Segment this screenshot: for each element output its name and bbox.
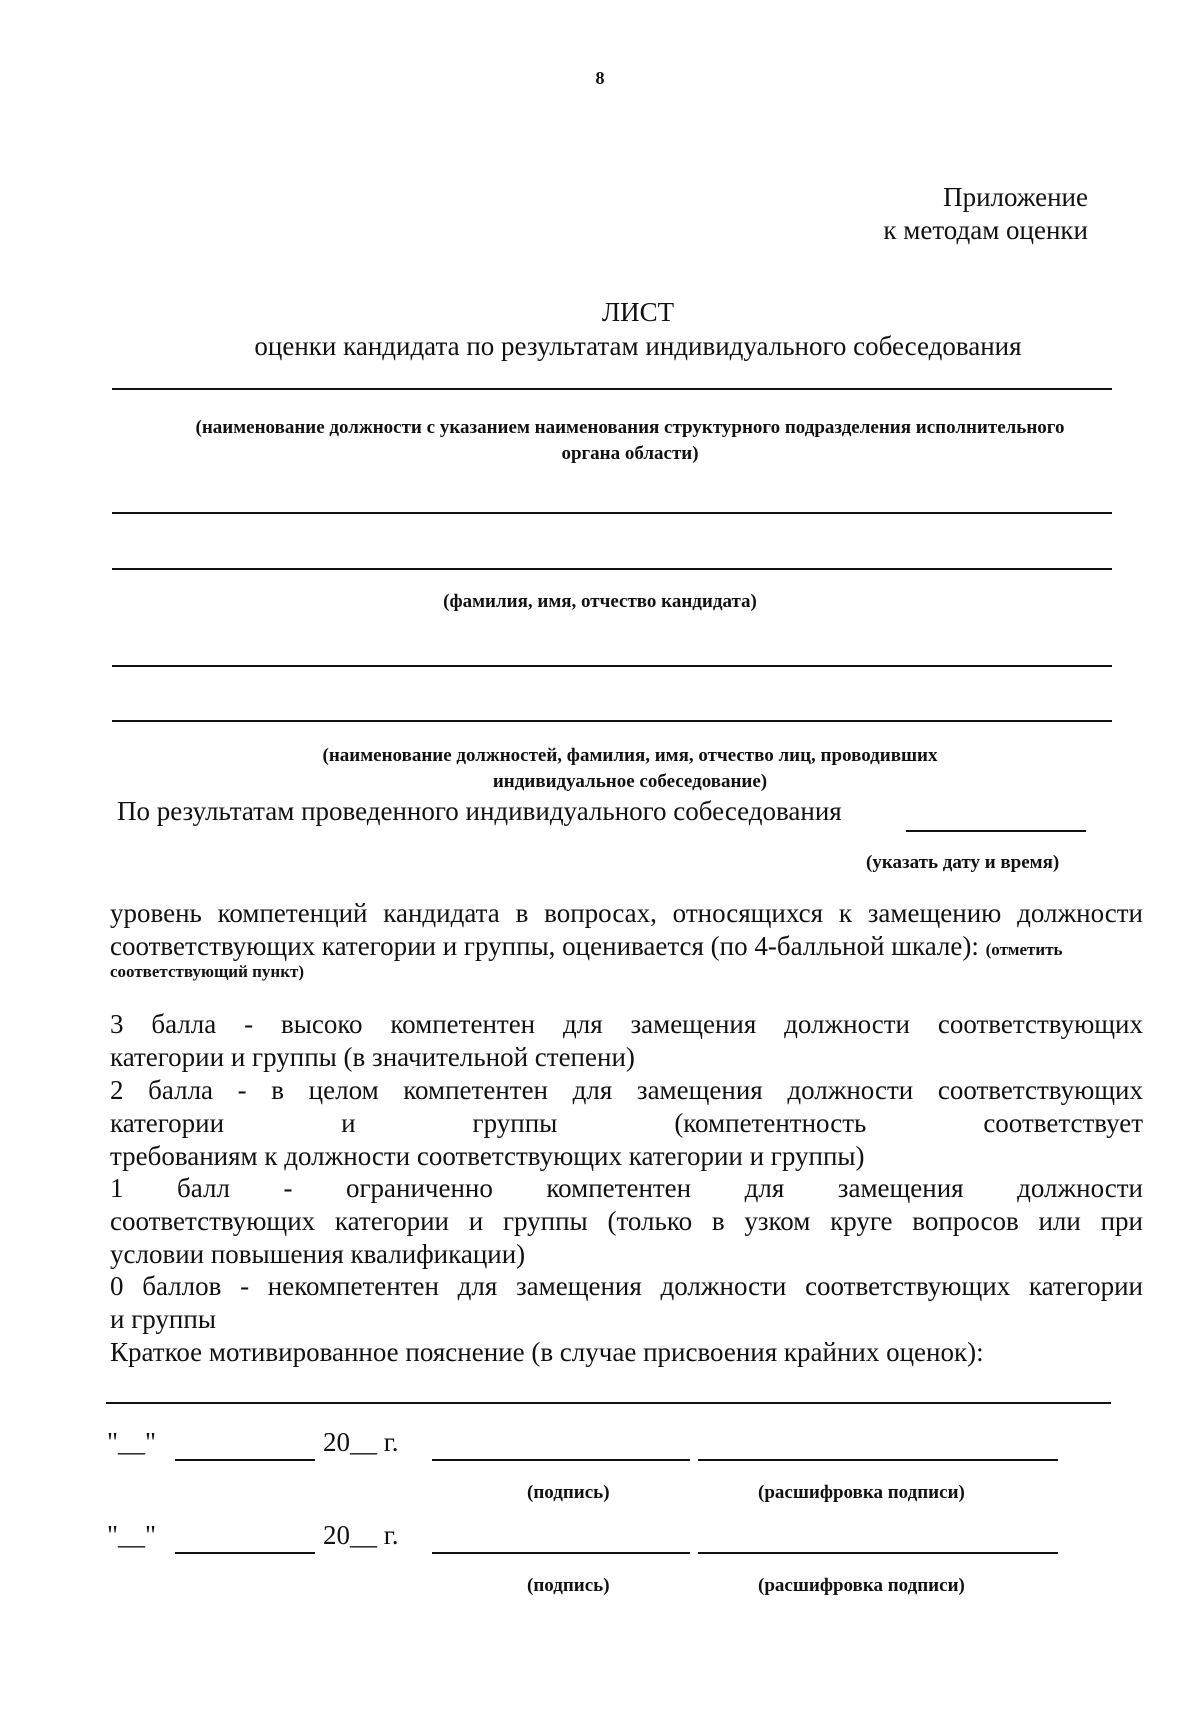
decoding-label-2: (расшифровка подписи) [758, 1575, 965, 1596]
explanation-fill-line[interactable] [106, 1402, 1111, 1404]
signature-line-2[interactable] [432, 1552, 690, 1554]
score-0-line-2: и группы [110, 1304, 216, 1334]
signature-year-prefix-1: 20 [323, 1427, 350, 1457]
assessment-line-2-text: соответствующих категории и группы, оценивается (по 4-балльной шкале): [110, 931, 979, 961]
appendix-line-2: к методам оценки [883, 215, 1088, 245]
signature-year-suffix-1: г. [383, 1427, 399, 1457]
assessment-line-2 [110, 930, 1063, 966]
assessment-note-part-1: (отметить [985, 940, 1063, 959]
signature-date-line-1[interactable] [175, 1459, 315, 1461]
score-3-line-1[interactable]: 3 балла - высоко компетентен для замещения должности соответствующих [110, 1009, 1143, 1039]
document-subtitle: оценки кандидата по результатам индивидуального собеседования [254, 331, 1022, 361]
decoding-label-1: (расшифровка подписи) [758, 1482, 965, 1503]
explanation-label: Краткое мотивированное пояснение (в случае присвоения крайних оценок): [110, 1337, 984, 1367]
interviewers-fill-line-1[interactable] [112, 665, 1112, 667]
interviewers-fill-line-2[interactable] [112, 720, 1112, 722]
signature-year-2: 20__ г. [323, 1520, 399, 1550]
signature-year-1: 20__ г. [323, 1427, 399, 1457]
document-title: ЛИСТ [601, 297, 675, 327]
score-2-line-3: требованиям к должности соответствующих категории и группы) [110, 1141, 865, 1171]
date-fill-line[interactable] [906, 830, 1086, 832]
position-caption-line-2: органа области) [561, 443, 699, 464]
date-time-caption: (указать дату и время) [866, 852, 1060, 873]
signature-year-prefix-2: 20 [323, 1520, 350, 1550]
position-fill-line[interactable] [112, 388, 1112, 390]
score-1-line-1[interactable]: 1 балл - ограниченно компетентен для замещения должности [110, 1173, 1143, 1203]
signature-label-2: (подпись) [527, 1575, 610, 1596]
candidate-fill-line-2[interactable] [112, 568, 1112, 570]
interviewers-caption-line-1: (наименование должностей, фамилия, имя, отчество лиц, проводивших [322, 745, 938, 766]
signature-decoding-line-1[interactable] [698, 1459, 1058, 1461]
score-3-line-2: категории и группы (в значительной степени) [110, 1042, 635, 1072]
score-1-line-2: соответствующих категории и группы (только в узком круге вопросов или при [110, 1206, 1143, 1236]
result-sentence: По результатам проведенного индивидуального собеседования [117, 796, 842, 826]
appendix-line-1: Приложение [943, 182, 1088, 212]
score-2-line-1[interactable]: 2 балла - в целом компетентен для замещения должности соответствующих [110, 1075, 1143, 1105]
signature-year-suffix-2: г. [383, 1520, 399, 1550]
signature-label-1: (подпись) [527, 1482, 610, 1503]
score-1-line-3: условии повышения квалификации) [110, 1239, 526, 1269]
assessment-note-part-2: соответствующий пункт) [110, 962, 305, 981]
candidate-fill-line-1[interactable] [112, 512, 1112, 514]
page-number: 8 [595, 68, 605, 88]
interviewers-caption-line-2: индивидуальное собеседование) [492, 771, 768, 792]
assessment-line-1: уровень компетенций кандидата в вопросах, относящихся к замещению должности [110, 898, 1143, 928]
candidate-caption: (фамилия, имя, отчество кандидата) [443, 591, 757, 612]
position-caption-line-1: (наименование должности с указанием наименования структурного подразделения исполнительного [195, 417, 1065, 438]
signature-line-1[interactable] [432, 1459, 690, 1461]
signature-date-quote-1: "__" [107, 1427, 157, 1457]
signature-decoding-line-2[interactable] [698, 1552, 1058, 1554]
signature-date-line-2[interactable] [175, 1552, 315, 1554]
score-0-line-1[interactable]: 0 баллов - некомпетентен для замещения должности соответствующих категории [110, 1271, 1143, 1301]
signature-date-quote-2: "__" [107, 1520, 157, 1550]
score-2-line-2: категории и группы (компетентность соответствует [110, 1108, 1143, 1138]
